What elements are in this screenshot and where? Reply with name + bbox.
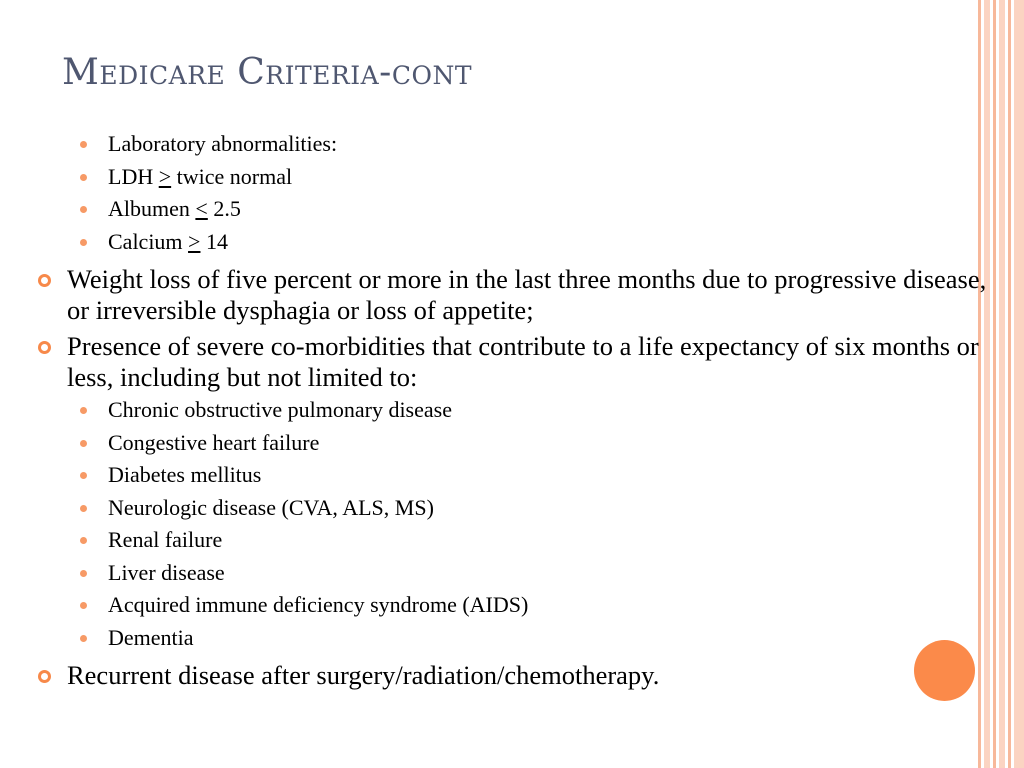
lab-item-text: Laboratory abnormalities:	[108, 131, 338, 156]
lab-item-symbol: <	[195, 196, 208, 221]
bullet-comorbidities	[38, 331, 988, 392]
bullet-dot-icon	[80, 407, 87, 414]
comorbidity-text: Dementia	[108, 624, 194, 650]
lab-item	[38, 226, 988, 259]
comorbidity-item	[38, 394, 988, 427]
lab-item-value: 2.5	[207, 196, 241, 221]
bullet-ring-icon	[38, 274, 51, 287]
comorbidity-item	[38, 557, 988, 590]
comorbidity-text: Chronic obstructive pulmonary disease	[108, 397, 452, 422]
bullet-text: Weight loss of five percent or more in the last three months due to progressive disease, or irreversible dysphagia or loss of appetite;	[67, 264, 987, 325]
lab-item-text: Albumen	[108, 196, 196, 221]
slide-content	[38, 128, 988, 693]
slide-title: Medicare Criteria-cont	[62, 52, 472, 93]
comorbidity-item	[38, 622, 988, 655]
comorbidity-text: Congestive heart failure	[108, 429, 320, 455]
comorbidity-text: Neurologic disease (CVA, ALS, MS)	[108, 494, 434, 520]
lab-item	[38, 161, 988, 194]
comorbidity-item	[38, 524, 988, 557]
lab-item-value: 14	[200, 228, 228, 254]
lab-item	[38, 128, 988, 161]
bullet-recurrent-disease	[38, 660, 988, 691]
lab-item-text: LDH	[108, 163, 159, 189]
comorbidity-text: Liver disease	[108, 559, 225, 585]
lab-item-symbol: >	[158, 163, 172, 189]
comorbidity-text: Renal failure	[108, 527, 223, 552]
decorative-stripe	[999, 0, 1005, 768]
bullet-dot-icon	[80, 472, 87, 479]
bullet-ring-icon	[38, 341, 51, 354]
lab-item-text: Calcium	[108, 228, 189, 254]
bullet-dot-icon	[80, 505, 87, 512]
decorative-stripe	[993, 0, 996, 768]
lab-item	[38, 193, 988, 226]
bullet-dot-icon	[80, 570, 87, 577]
lab-item-symbol: >	[188, 228, 201, 254]
bullet-text: Recurrent disease after surgery/radiation/chemotherapy.	[67, 660, 660, 690]
bullet-dot-icon	[80, 239, 87, 246]
bullet-dot-icon	[80, 141, 87, 148]
comorbidity-item	[38, 459, 988, 492]
comorbidity-item	[38, 589, 988, 622]
bullet-text: Presence of severe co-morbidities that contribute to a life expectancy of six months or less, including but not limited to:	[67, 331, 979, 392]
bullet-ring-icon	[38, 670, 51, 683]
bullet-dot-icon	[80, 440, 87, 447]
decorative-stripe	[1014, 0, 1024, 768]
bullet-dot-icon	[80, 537, 87, 544]
comorbidity-text: Acquired immune deficiency syndrome (AIDS)	[108, 592, 529, 617]
decorative-stripe	[1008, 0, 1011, 768]
bullet-weight-loss	[38, 264, 988, 325]
comorbidity-text: Diabetes mellitus	[108, 462, 262, 487]
comorbidity-item	[38, 427, 988, 460]
lab-item-value: twice normal	[171, 163, 293, 189]
bullet-dot-icon	[80, 602, 87, 609]
bullet-dot-icon	[80, 174, 87, 181]
bullet-dot-icon	[80, 635, 87, 642]
comorbidity-item	[38, 492, 988, 525]
bullet-dot-icon	[80, 206, 87, 213]
